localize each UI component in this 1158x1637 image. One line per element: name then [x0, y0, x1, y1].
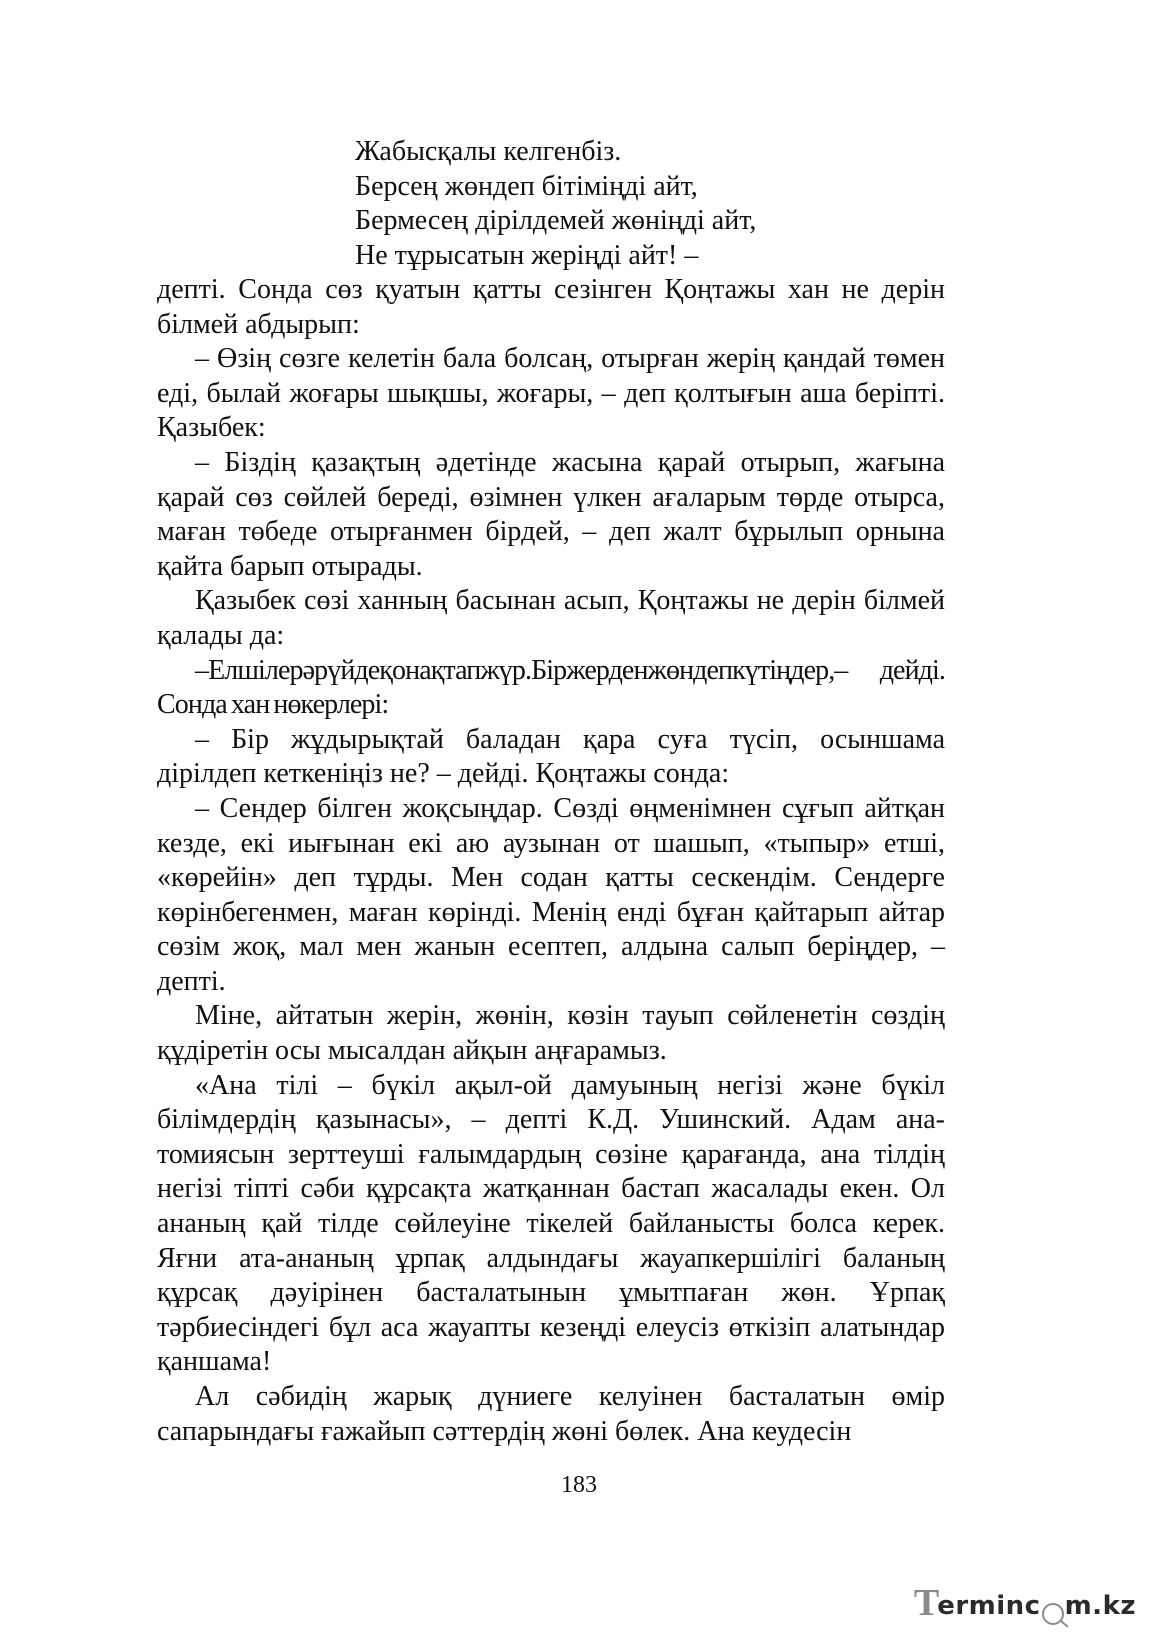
- magnifier-o-icon: [1042, 1603, 1064, 1625]
- watermark-text-1: erminc: [937, 1591, 1041, 1621]
- watermark-letter-t: T: [913, 1582, 940, 1624]
- verse-line: Не тұрысатын жеріңді айт! –: [355, 239, 699, 271]
- paragraph: Қазыбек сөзі ханның басынан асып, Қоңтажы не дерін білмей қалады да:: [157, 585, 945, 651]
- watermark-text-2: m.kz: [1064, 1591, 1136, 1621]
- paragraph: – Бір жұдырықтай баладан қара суға түсіп, осыншама дірілдеп кеткеніңіз не? – дейді. Қоңтажы сонда:: [157, 723, 945, 790]
- verse-block: [355, 135, 955, 273]
- paragraph: депті. Сонда сөз қуатын қатты сезінген Қоңтажы хан не дерін білмей абдырып:: [157, 274, 945, 340]
- site-watermark-logo: [914, 1579, 1136, 1623]
- paragraph: – Сендер білген жоқсыңдар. Сөзді өңменімнен сұғып айтқан кезде, екі иығынан екі аю аузынан от шашып, «тыпыр» етші, «көрейін» деп тұрды. Мен содан қатты сескендім. Сендерге көрінбегенмен, маған көрінді. Менің енді бұған қайтарып айтар сөзім жоқ, мал мен жанын есептеп, алдына салып беріңдер, – депті.: [157, 792, 945, 997]
- paragraph: – Өзің сөзге келетін бала болсаң, отырған жерің қандай төмен еді, былай жоғары шықшы, жоғары, – деп қолтығын аша беріпті. Қазыбек:: [157, 343, 945, 444]
- paragraph: «Ана тілі – бүкіл ақыл-ой дамуының негізі және бүкіл білімдердің қазынасы», – депті К.Д. Ушинский. Адам анатомиясын зерттеуші ғалымдардың сөзіне қарағанда, ана тілдің негізі тіпті сәби құрсақта жатқаннан бастап жасалады екен. Ол ананың қай тілде сөйлеуіне тікелей байланысты болса керек. Яғни ата-ананың ұрпақ алдындағы жауапкершілігі баланың құрсақ дәуірінен басталатынын ұмытпаған жөн. Ұрпақ тәрбиесіндегі бұл аса жауапты кезеңді елеусіз өткізіп алатындар қаншама!: [157, 1069, 945, 1378]
- paragraph: Ал сәбидің жарық дүниеге келуінен басталатын өмір сапарындағы ғажайып сәттердің жөні бөлек. Ана кеудесін: [157, 1381, 945, 1447]
- page-number: 183: [561, 1472, 597, 1498]
- paragraph: –Елшілерәрүйдеқонақтапжүр.Біржерденжөндепкүтіңдер,– дейді. Сонда хан нөкерлері:: [157, 654, 945, 721]
- paragraph: Міне, айтатын жерін, жөнін, көзін тауып сөйленетін сөздің құдіретін осы мысалдан айқын аңғарамыз.: [157, 1000, 945, 1067]
- paragraph: – Біздің қазақтың әдетінде жасына қарай отырып, жағына қарай сөз сөйлей береді, өзімнен үлкен ағаларым төрде отырса, маған төбеде отырғанмен бірдей, – деп жалт бұрылып орнына қайта барып отырады.: [157, 446, 945, 582]
- body-text: [157, 273, 945, 1449]
- verse-line: Жабысқалы келгенбіз.: [355, 136, 622, 167]
- verse-line: Берсең жөндеп бітіміңді айт,: [355, 170, 698, 202]
- verse-line: Бермесең дірілдемей жөніңді айт,: [355, 205, 757, 237]
